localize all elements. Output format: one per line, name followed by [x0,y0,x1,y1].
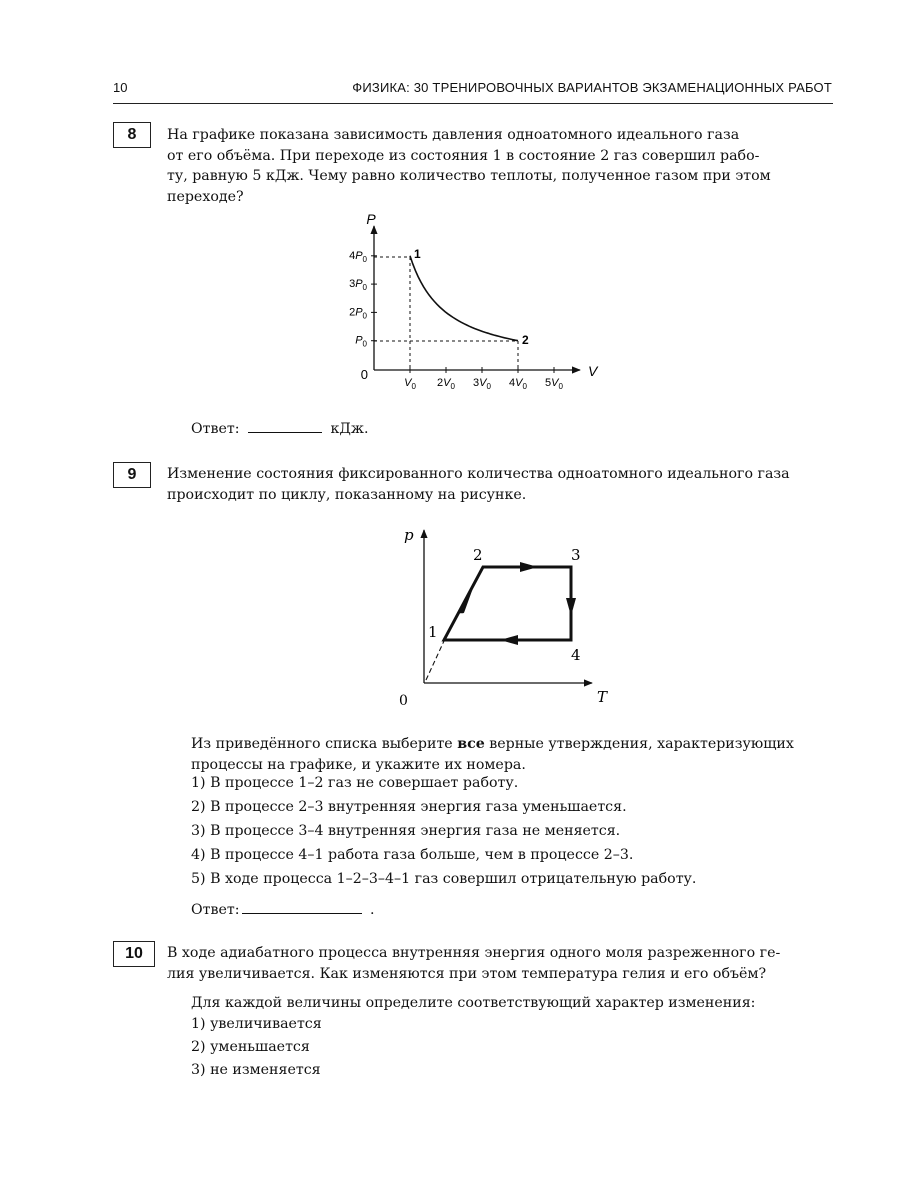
q9-arrow-1-2 [460,590,471,612]
answer-label: Ответ: [191,421,240,437]
question-8-answer [191,418,369,439]
question-8-line-4: переходе? [167,188,244,205]
page-number: 10 [113,80,128,95]
q8-x-axis-label: V [588,363,598,379]
q9-point-1-label: 1 [428,623,438,641]
question-8-text [167,125,833,207]
q8-x-tick-label: $3V_0$ [473,377,491,391]
question-9-answer: Ответ: . [191,899,375,920]
q9-origin-label: 0 [399,693,408,709]
question-8-number: 8 [113,122,151,148]
question-8-line-3: ту, равную 5 кДж. Чему равно количество теплоты, полученное газом при этом [167,168,771,184]
q8-y-tick-label: $2P_0$ [349,306,367,321]
q8-process-curve [410,256,518,341]
question-9-option-5: 5) В ходе процесса 1–2–3–4–1 газ совершил отрицательную работу. [191,871,697,887]
question-9-option-1: 1) В процессе 1–2 газ не совершает работу. [191,775,519,791]
q9-arrow-2-3 [520,562,538,572]
question-9-option-4: 4) В процессе 4–1 работа газа больше, чем в процессе 2–3. [191,847,634,863]
question-10-instruction: Для каждой величины определите соответствующий характер изменения: [191,995,756,1011]
running-title: ФИЗИКА: 30 ТРЕНИРОВОЧНЫХ ВАРИАНТОВ ЭКЗАМЕНАЦИОННЫХ РАБОТ [352,80,832,95]
question-9-pt-cycle-graph [385,515,625,715]
q9-point-3-label: 3 [571,546,581,564]
question-9-option-3: 3) В процессе 3–4 внутренняя энергия газа не меняется. [191,823,621,839]
q8-origin-label: 0 [360,367,368,382]
question-8-line-2: от его объёма. При переходе из состояния 1 в состояние 2 газ совершил рабо- [167,147,760,164]
emphasis-all: все [457,736,485,752]
q8-x-tick-label: $4V_0$ [509,377,527,391]
q8-x-tick-label: $2V_0$ [437,377,455,391]
question-9-line-1: Изменение состояния фиксированного количества одноатомного идеального газа [167,466,790,482]
q8-y-tick-label: $4P_0$ [349,249,367,264]
question-10-option-3: 3) не изменяется [191,1062,321,1078]
q8-y-axis-label: P [366,212,376,227]
question-9-instruction: Из приведённого списка выберите все верные утверждения, характеризующих процессы на графике, и укажите их номера. [191,736,794,773]
q8-point-2-label: 2 [522,333,529,347]
question-10-number: 10 [113,941,155,967]
q9-arrow-3-4 [566,598,576,616]
question-10-text [167,943,833,984]
q9-point-4-label: 4 [571,646,581,664]
q9-x-axis-label: T [597,688,608,706]
q9-dashed-extension [426,641,444,680]
q8-y-tick-label: $3P_0$ [349,278,367,293]
question-10-line-2: лия увеличивается. Как изменяются при этом температура гелия и его объём? [167,965,767,982]
q8-y-tick-label: $P_0$ [355,334,367,349]
header-divider [113,103,833,104]
question-8-line-1: На графике показана зависимость давления одноатомного идеального газа [167,127,740,143]
question-9-number: 9 [113,462,151,488]
question-10-option-2: 2) уменьшается [191,1039,310,1055]
q8-point-1-label: 1 [414,247,421,261]
question-9-line-2: происходит по циклу, показанному на рисунке. [167,486,527,503]
question-8-answer-field[interactable] [248,418,322,433]
question-8-pv-graph [330,212,610,402]
q9-point-2-label: 2 [473,546,483,564]
answer-unit: кДж. [330,421,369,437]
q8-x-tick-label: $V_0$ [404,377,416,391]
question-9-answer-field[interactable] [242,899,362,914]
answer-label: Ответ: [191,902,240,918]
question-10-option-1: 1) увеличивается [191,1016,322,1032]
question-9-text [167,464,833,505]
question-10-line-1: В ходе адиабатного процесса внутренняя энергия одного моля разреженного ге- [167,945,781,961]
question-9-option-2: 2) В процессе 2–3 внутренняя энергия газа уменьшается. [191,799,627,815]
q8-x-tick-label: $5V_0$ [545,377,563,391]
q9-y-axis-label: p [404,526,414,544]
q9-arrow-4-1 [500,635,518,645]
